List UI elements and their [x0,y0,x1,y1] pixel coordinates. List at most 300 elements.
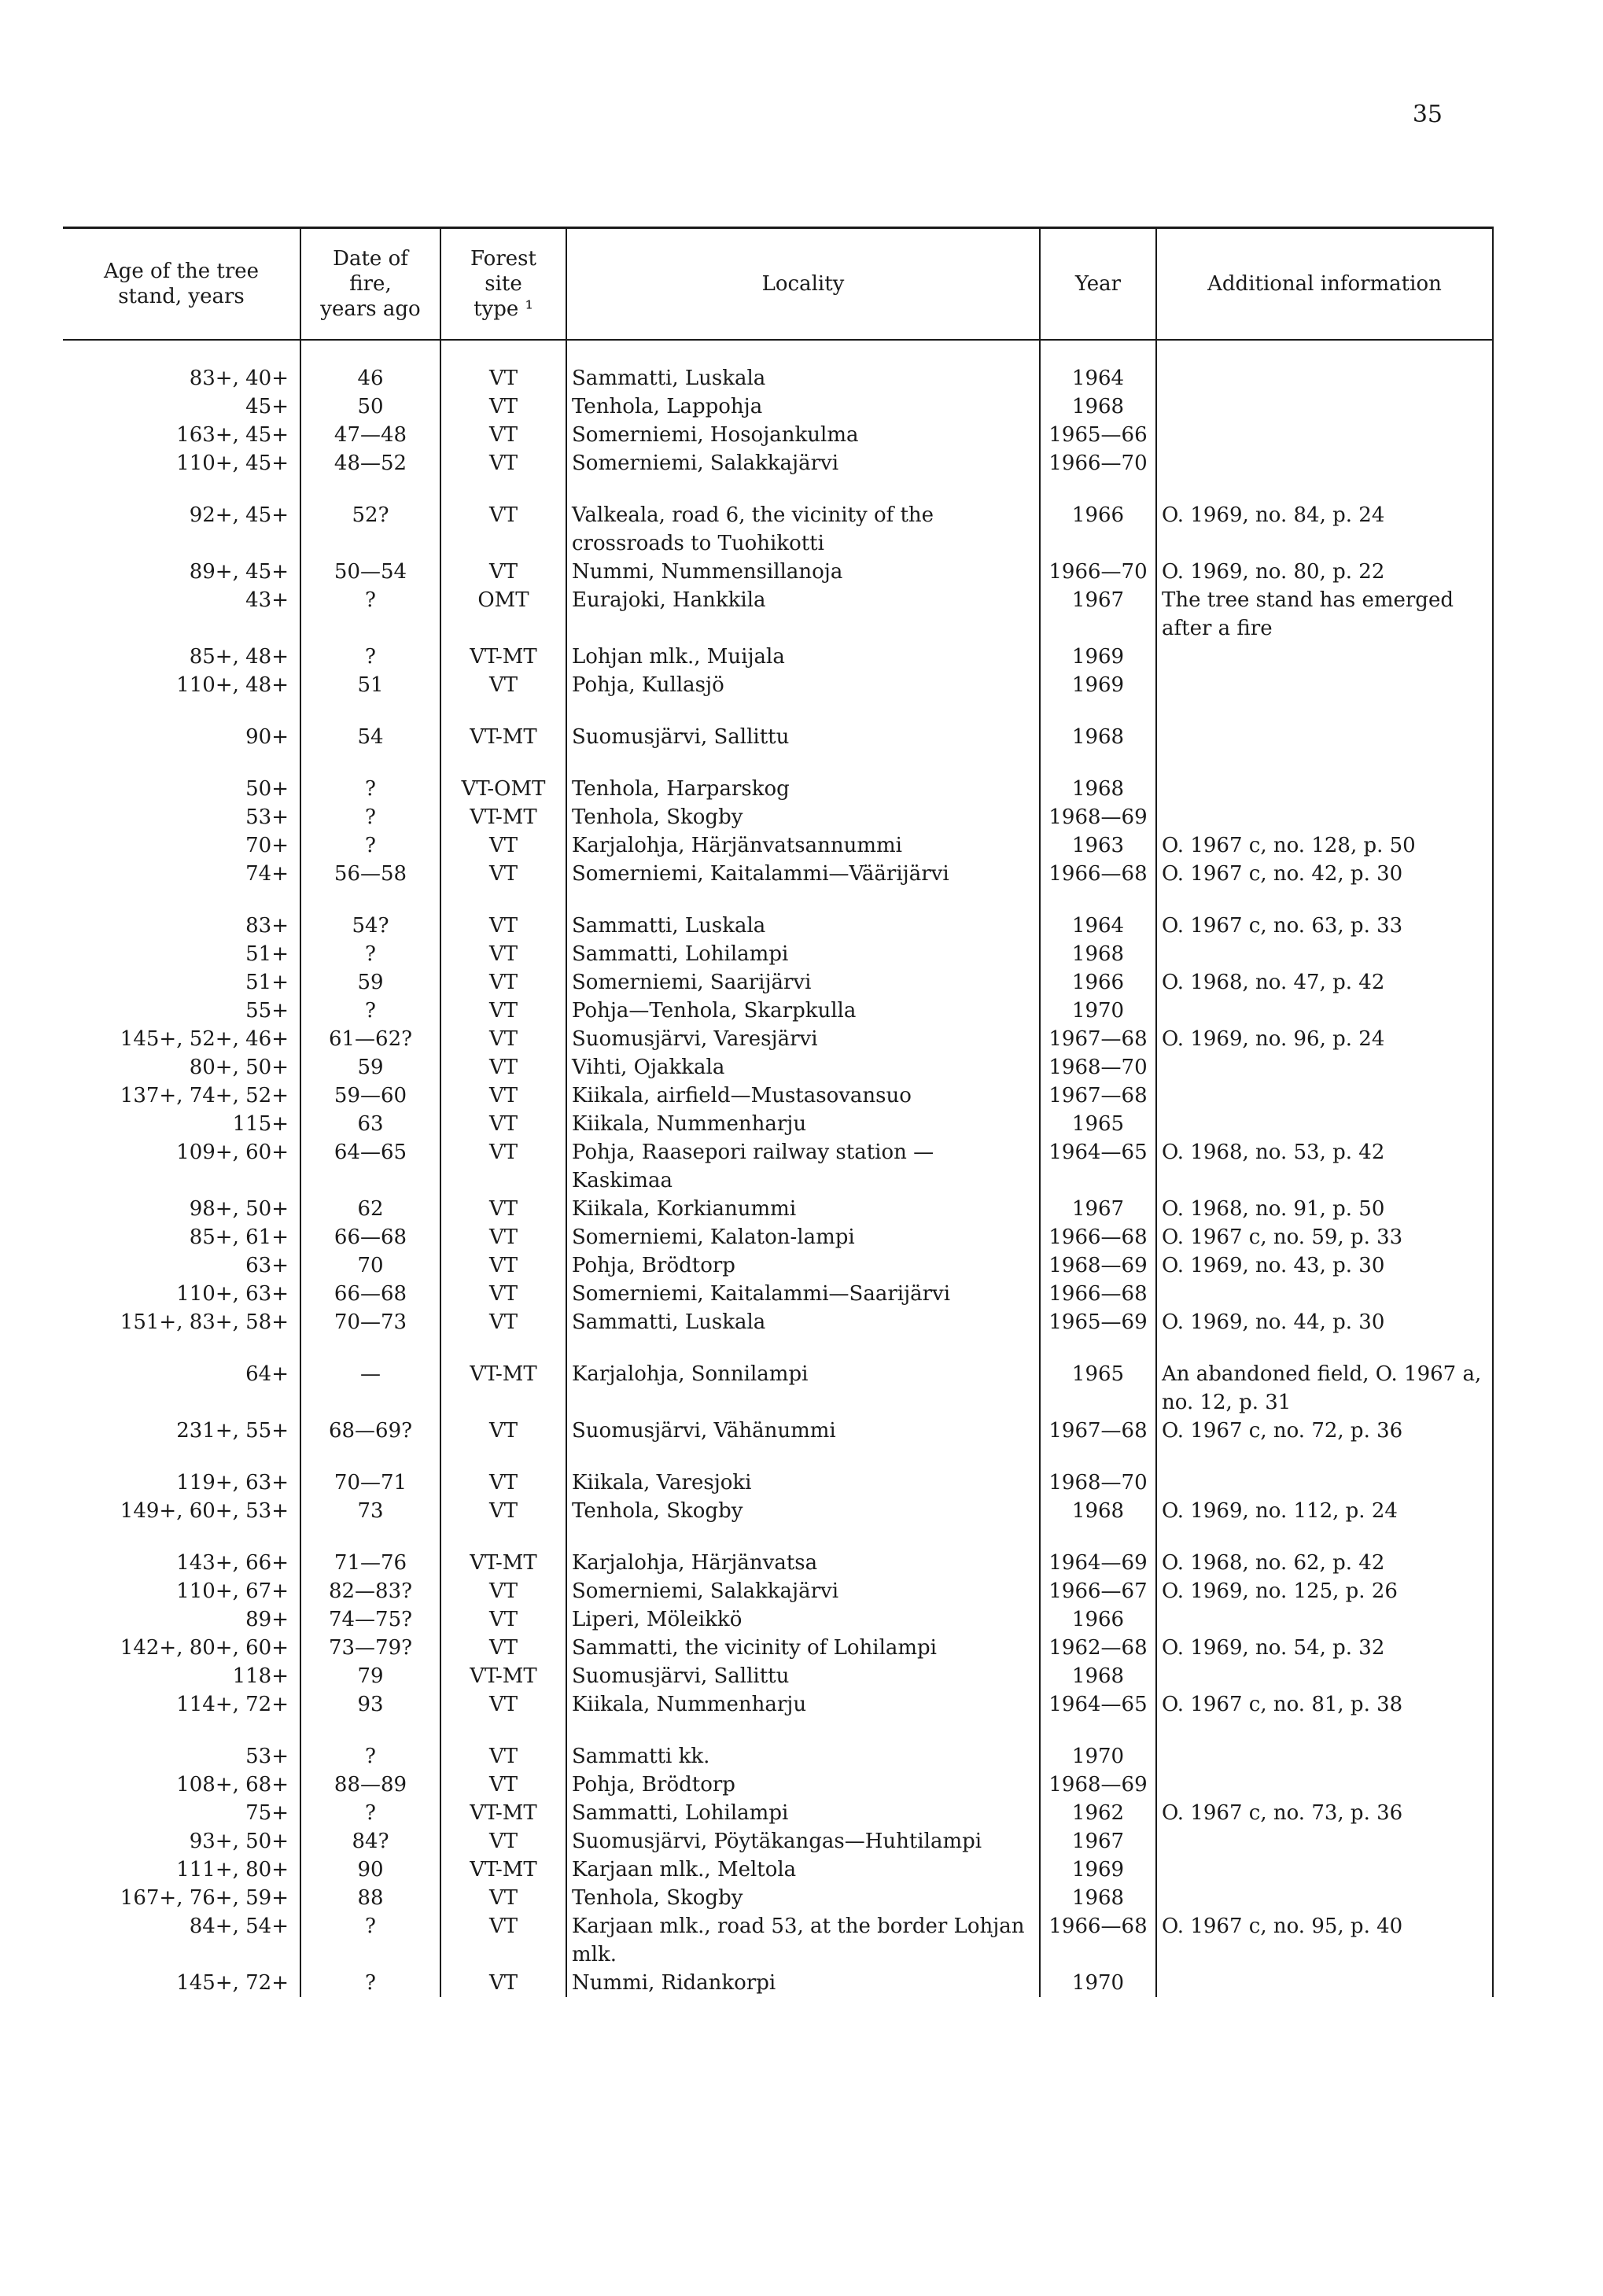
cell-site-type: VT-MT [440,1525,566,1577]
cell-year: 1965 [1040,1336,1156,1417]
cell-fire-date: 50 [300,392,440,421]
cell-fire-date: 84? [300,1827,440,1856]
cell-locality: Pohja, Brödtorp [566,1251,1040,1280]
cell-year: 1968 [1040,1884,1156,1912]
cell-year: 1968—70 [1040,1053,1156,1082]
table-row [63,1280,1493,1308]
cell-age: 145+, 72+ [176,1971,289,1995]
cell-year: 1964 [1040,340,1156,392]
cell-site-type: VT [440,1082,566,1110]
header-additional-info [1156,228,1493,341]
cell-locality: Karjaan mlk., road 53, at the border Lohjan mlk. [566,1912,1040,1969]
cell-fire-date: 93 [300,1690,440,1719]
header-fire-date-line: Date of [333,247,408,271]
cell-year: 1967 [1040,586,1156,643]
cell-additional-info [1156,1662,1493,1690]
cell-additional-info: O. 1969, no. 44, p. 30 [1156,1308,1493,1336]
cell-additional-info: O. 1969, no. 54, p. 32 [1156,1634,1493,1662]
cell-age: 114+, 72+ [176,1693,289,1716]
cell-site-type: OMT [440,586,566,643]
cell-year: 1966—68 [1040,860,1156,888]
cell-site-type: VT-MT [440,1336,566,1417]
cell-age: 70+ [245,834,289,857]
cell-site-type: VT [440,1308,566,1336]
cell-locality: Somerniemi, Kalaton-lampi [566,1223,1040,1251]
cell-fire-date: 47—48 [300,421,440,449]
cell-locality: Suomusjärvi, Sallittu [566,1662,1040,1690]
header-fire-date-line: years ago [320,297,421,321]
cell-age: 75+ [245,1801,289,1825]
cell-locality: Tenhola, Skogby [566,803,1040,831]
cell-fire-date: 70—71 [300,1445,440,1497]
cell-site-type: VT [440,421,566,449]
cell-site-type: VT-MT [440,1856,566,1884]
cell-locality: Suomusjärvi, Varesjärvi [566,1025,1040,1053]
cell-year: 1968 [1040,1497,1156,1525]
cell-year: 1968 [1040,699,1156,751]
cell-additional-info [1156,1884,1493,1912]
cell-year: 1967 [1040,1827,1156,1856]
cell-additional-info [1156,803,1493,831]
cell-fire-date: 56—58 [300,860,440,888]
cell-locality: Sammatti kk. [566,1719,1040,1771]
cell-year: 1968 [1040,940,1156,968]
table-row [63,1884,1493,1912]
cell-fire-date: 68—69? [300,1417,440,1445]
cell-additional-info: O. 1967 c, no. 72, p. 36 [1156,1417,1493,1445]
cell-locality: Karjalohja, Härjänvatsannummi [566,831,1040,860]
cell-year: 1964—69 [1040,1525,1156,1577]
table-row [63,1082,1493,1110]
cell-fire-date: 54 [300,699,440,751]
cell-fire-date: ? [300,586,440,643]
cell-year: 1967 [1040,1195,1156,1223]
cell-age: 167+, 76+, 59+ [120,1886,289,1910]
fire-data-table [63,227,1494,1997]
cell-year: 1964 [1040,888,1156,940]
cell-age: 90+ [245,725,289,749]
cell-fire-date: ? [300,1719,440,1771]
cell-locality: Sammatti, the vicinity of Lohilampi [566,1634,1040,1662]
cell-fire-date: 70 [300,1251,440,1280]
cell-site-type: VT [440,1605,566,1634]
cell-fire-date: 61—62? [300,1025,440,1053]
cell-locality: Karjaan mlk., Meltola [566,1856,1040,1884]
cell-locality: Tenhola, Skogby [566,1497,1040,1525]
cell-locality: Nummi, Nummensillanoja [566,558,1040,586]
cell-year: 1967—68 [1040,1082,1156,1110]
cell-fire-date: 59 [300,1053,440,1082]
cell-additional-info: O. 1968, no. 91, p. 50 [1156,1195,1493,1223]
cell-site-type: VT [440,558,566,586]
cell-year: 1967—68 [1040,1417,1156,1445]
cell-year: 1966—68 [1040,1280,1156,1308]
cell-site-type: VT [440,968,566,997]
cell-site-type: VT [440,449,566,477]
cell-locality: Sammatti, Luskala [566,340,1040,392]
table-row [63,421,1493,449]
cell-age: 108+, 68+ [176,1773,289,1797]
cell-fire-date: 46 [300,340,440,392]
cell-site-type: VT [440,1690,566,1719]
cell-fire-date: — [300,1336,440,1417]
cell-site-type: VT [440,1577,566,1605]
cell-site-type: VT-MT [440,1662,566,1690]
table-row [63,1336,1493,1417]
cell-site-type: VT [440,1195,566,1223]
cell-age: 110+, 48+ [176,673,289,697]
cell-locality: Somerniemi, Hosojankulma [566,421,1040,449]
cell-fire-date: 88—89 [300,1771,440,1799]
cell-age: 98+, 50+ [189,1197,289,1221]
cell-site-type: VT [440,1827,566,1856]
cell-year: 1966 [1040,1605,1156,1634]
table-row [63,831,1493,860]
table-row [63,1969,1493,1997]
cell-fire-date: 48—52 [300,449,440,477]
cell-site-type: VT [440,888,566,940]
cell-additional-info [1156,1605,1493,1634]
table-row [63,477,1493,558]
cell-fire-date: ? [300,1799,440,1827]
cell-age: 51+ [245,942,289,966]
cell-additional-info [1156,1827,1493,1856]
cell-fire-date: ? [300,643,440,671]
cell-site-type: VT [440,1417,566,1445]
cell-site-type: VT [440,392,566,421]
cell-locality: Kiikala, Nummenharju [566,1110,1040,1138]
cell-fire-date: 64—65 [300,1138,440,1195]
cell-fire-date: 66—68 [300,1223,440,1251]
cell-site-type: VT [440,997,566,1025]
cell-site-type: VT [440,340,566,392]
cell-additional-info [1156,1053,1493,1082]
cell-site-type: VT [440,1969,566,1997]
cell-locality: Suomusjärvi, Sallittu [566,699,1040,751]
cell-fire-date: ? [300,997,440,1025]
cell-additional-info [1156,1771,1493,1799]
cell-year: 1966—68 [1040,1912,1156,1969]
cell-fire-date: 90 [300,1856,440,1884]
cell-locality: Somerniemi, Kaitalammi—Saarijärvi [566,1280,1040,1308]
cell-fire-date: 79 [300,1662,440,1690]
cell-locality: Kiikala, Nummenharju [566,1690,1040,1719]
cell-age: 85+, 48+ [189,645,289,669]
cell-fire-date: 66—68 [300,1280,440,1308]
cell-additional-info: The tree stand has emerged after a fire [1156,586,1493,643]
table-row [63,1799,1493,1827]
cell-age: 137+, 74+, 52+ [120,1084,289,1107]
cell-year: 1969 [1040,671,1156,699]
table-row [63,1025,1493,1053]
table-row [63,699,1493,751]
table-row [63,1308,1493,1336]
cell-additional-info: O. 1968, no. 53, p. 42 [1156,1138,1493,1195]
cell-locality: Kiikala, Korkianummi [566,1195,1040,1223]
cell-age: 85+, 61+ [189,1225,289,1249]
table-row [63,888,1493,940]
cell-year: 1967—68 [1040,1025,1156,1053]
cell-year: 1964—65 [1040,1138,1156,1195]
table-row [63,1912,1493,1969]
cell-site-type: VT-OMT [440,751,566,803]
cell-year: 1968 [1040,392,1156,421]
table-row [63,997,1493,1025]
cell-additional-info [1156,671,1493,699]
cell-age: 110+, 67+ [176,1579,289,1603]
table-row [63,1856,1493,1884]
table-row [63,860,1493,888]
cell-age: 83+ [245,914,289,938]
cell-site-type: VT [440,1445,566,1497]
cell-year: 1966 [1040,968,1156,997]
cell-age: 118+ [232,1664,289,1688]
cell-locality: Nummi, Ridankorpi [566,1969,1040,1997]
cell-additional-info [1156,1445,1493,1497]
cell-site-type: VT [440,1497,566,1525]
cell-year: 1969 [1040,1856,1156,1884]
cell-site-type: VT-MT [440,699,566,751]
table-row [63,1827,1493,1856]
table-row [63,340,1493,392]
cell-year: 1970 [1040,1719,1156,1771]
cell-age: 74+ [245,862,289,886]
header-site-type-line: site [485,272,522,296]
cell-site-type: VT [440,1771,566,1799]
table-row [63,940,1493,968]
table-row [63,1662,1493,1690]
table-row [63,1577,1493,1605]
cell-additional-info [1156,1719,1493,1771]
cell-locality: Pohja, Raasepori railway station — Kaskimaa [566,1138,1040,1195]
cell-age: 111+, 80+ [176,1858,289,1881]
table-row [63,1138,1493,1195]
cell-additional-info [1156,449,1493,477]
header-year-line: Year [1074,272,1122,296]
header-locality [566,228,1040,341]
cell-locality: Kiikala, Varesjoki [566,1445,1040,1497]
cell-age: 43+ [245,588,289,612]
cell-additional-info: O. 1969, no. 112, p. 24 [1156,1497,1493,1525]
cell-additional-info: O. 1967 c, no. 42, p. 30 [1156,860,1493,888]
cell-fire-date: ? [300,1969,440,1997]
table-row [63,1497,1493,1525]
cell-year: 1965—66 [1040,421,1156,449]
table-row [63,558,1493,586]
cell-year: 1970 [1040,997,1156,1025]
cell-locality: Sammatti, Luskala [566,1308,1040,1336]
cell-locality: Tenhola, Skogby [566,1884,1040,1912]
cell-fire-date: 70—73 [300,1308,440,1336]
cell-year: 1968—69 [1040,1771,1156,1799]
cell-site-type: VT [440,477,566,558]
cell-additional-info [1156,421,1493,449]
cell-fire-date: 50—54 [300,558,440,586]
cell-additional-info [1156,940,1493,968]
header-site-type-line: type ¹ [474,297,533,321]
cell-age: 84+, 54+ [189,1915,289,1938]
table-row [63,586,1493,643]
cell-site-type: VT [440,1110,566,1138]
cell-year: 1965 [1040,1110,1156,1138]
header-site-type [440,228,566,341]
table-row [63,643,1493,671]
cell-fire-date: 73 [300,1497,440,1525]
cell-age: 50+ [245,777,289,801]
table-header [63,228,1493,341]
cell-site-type: VT-MT [440,643,566,671]
cell-age: 231+, 55+ [176,1419,289,1443]
cell-fire-date: 51 [300,671,440,699]
cell-locality: Somerniemi, Saarijärvi [566,968,1040,997]
cell-year: 1968—70 [1040,1445,1156,1497]
cell-locality: Sammatti, Luskala [566,888,1040,940]
table-row [63,968,1493,997]
cell-site-type: VT [440,831,566,860]
table-row [63,1251,1493,1280]
table-row [63,1417,1493,1445]
header-fire-date [300,228,440,341]
cell-fire-date: 73—79? [300,1634,440,1662]
cell-year: 1968—69 [1040,1251,1156,1280]
table-body [63,340,1493,1997]
cell-year: 1966—70 [1040,558,1156,586]
cell-additional-info: O. 1967 c, no. 73, p. 36 [1156,1799,1493,1827]
cell-fire-date: 62 [300,1195,440,1223]
cell-additional-info [1156,1969,1493,1997]
cell-fire-date: ? [300,751,440,803]
table-row [63,1195,1493,1223]
cell-fire-date: 63 [300,1110,440,1138]
cell-additional-info: O. 1969, no. 84, p. 24 [1156,477,1493,558]
cell-age: 89+ [245,1608,289,1631]
cell-year: 1968—69 [1040,803,1156,831]
cell-additional-info: O. 1967 c, no. 59, p. 33 [1156,1223,1493,1251]
cell-locality: Somerniemi, Salakkajärvi [566,1577,1040,1605]
cell-site-type: VT [440,1912,566,1969]
header-row [63,228,1493,341]
cell-fire-date: ? [300,831,440,860]
table-row [63,1445,1493,1497]
cell-locality: Eurajoki, Hankkila [566,586,1040,643]
cell-locality: Pohja, Brödtorp [566,1771,1040,1799]
cell-additional-info: O. 1968, no. 62, p. 42 [1156,1525,1493,1577]
cell-site-type: VT [440,1138,566,1195]
table-row [63,1110,1493,1138]
cell-locality: Sammatti, Lohilampi [566,1799,1040,1827]
cell-year: 1966—67 [1040,1577,1156,1605]
cell-year: 1970 [1040,1969,1156,1997]
cell-fire-date: 82—83? [300,1577,440,1605]
cell-age: 63+ [245,1254,289,1277]
header-age-line: Age of the tree [103,260,260,283]
cell-age: 110+, 63+ [176,1282,289,1306]
cell-locality: Kiikala, airfield—Mustasovansuo [566,1082,1040,1110]
cell-site-type: VT-MT [440,803,566,831]
cell-fire-date: 59—60 [300,1082,440,1110]
table-row [63,449,1493,477]
cell-additional-info: O. 1967 c, no. 95, p. 40 [1156,1912,1493,1969]
cell-additional-info [1156,1110,1493,1138]
table-row [63,1605,1493,1634]
table-row [63,392,1493,421]
cell-additional-info: O. 1969, no. 125, p. 26 [1156,1577,1493,1605]
cell-year: 1966—70 [1040,449,1156,477]
cell-additional-info [1156,751,1493,803]
header-locality-line: Locality [761,272,845,296]
cell-fire-date: 74—75? [300,1605,440,1634]
cell-additional-info [1156,699,1493,751]
cell-year: 1966—68 [1040,1223,1156,1251]
cell-site-type: VT [440,671,566,699]
cell-year: 1966 [1040,477,1156,558]
cell-age: 149+, 60+, 53+ [120,1499,289,1523]
cell-additional-info [1156,1082,1493,1110]
page-number: 35 [1412,101,1443,128]
cell-locality: Karjalohja, Sonnilampi [566,1336,1040,1417]
cell-year: 1969 [1040,643,1156,671]
cell-locality: Pohja, Kullasjö [566,671,1040,699]
cell-additional-info [1156,997,1493,1025]
cell-age: 92+, 45+ [189,503,289,527]
cell-fire-date: ? [300,940,440,968]
cell-age: 119+, 63+ [176,1471,289,1494]
cell-site-type: VT [440,860,566,888]
table-row [63,1719,1493,1771]
cell-locality: Somerniemi, Kaitalammi—Väärijärvi [566,860,1040,888]
table-row [63,803,1493,831]
cell-age: 45+ [245,395,289,418]
cell-locality: Suomusjärvi, Vähänummi [566,1417,1040,1445]
cell-fire-date: 59 [300,968,440,997]
cell-additional-info: O. 1967 c, no. 128, p. 50 [1156,831,1493,860]
cell-age: 55+ [245,999,289,1023]
cell-locality: Tenhola, Harparskog [566,751,1040,803]
cell-locality: Liperi, Möleikkö [566,1605,1040,1634]
cell-additional-info [1156,643,1493,671]
header-year [1040,228,1156,341]
header-age-line: stand, years [118,285,245,308]
cell-fire-date: ? [300,1912,440,1969]
cell-additional-info: O. 1967 c, no. 63, p. 33 [1156,888,1493,940]
cell-age: 110+, 45+ [176,451,289,475]
cell-additional-info: O. 1968, no. 47, p. 42 [1156,968,1493,997]
cell-site-type: VT [440,940,566,968]
cell-age: 51+ [245,971,289,994]
cell-site-type: VT [440,1280,566,1308]
cell-age: 89+, 45+ [189,560,289,584]
cell-year: 1965—69 [1040,1308,1156,1336]
cell-age: 64+ [245,1362,289,1386]
cell-locality: Valkeala, road 6, the vicinity of the crossroads to Tuohikotti [566,477,1040,558]
cell-age: 80+, 50+ [189,1056,289,1079]
cell-year: 1963 [1040,831,1156,860]
cell-age: 142+, 80+, 60+ [120,1636,289,1660]
table-row [63,1223,1493,1251]
cell-year: 1964—65 [1040,1690,1156,1719]
cell-fire-date: 71—76 [300,1525,440,1577]
cell-fire-date: 88 [300,1884,440,1912]
cell-year: 1968 [1040,1662,1156,1690]
cell-fire-date: 54? [300,888,440,940]
cell-additional-info: O. 1967 c, no. 81, p. 38 [1156,1690,1493,1719]
cell-age: 151+, 83+, 58+ [120,1310,289,1334]
cell-age: 83+, 40+ [189,367,289,390]
cell-additional-info: O. 1969, no. 96, p. 24 [1156,1025,1493,1053]
cell-site-type: VT-MT [440,1799,566,1827]
header-age [63,228,300,341]
header-fire-date-line: fire, [349,272,392,296]
